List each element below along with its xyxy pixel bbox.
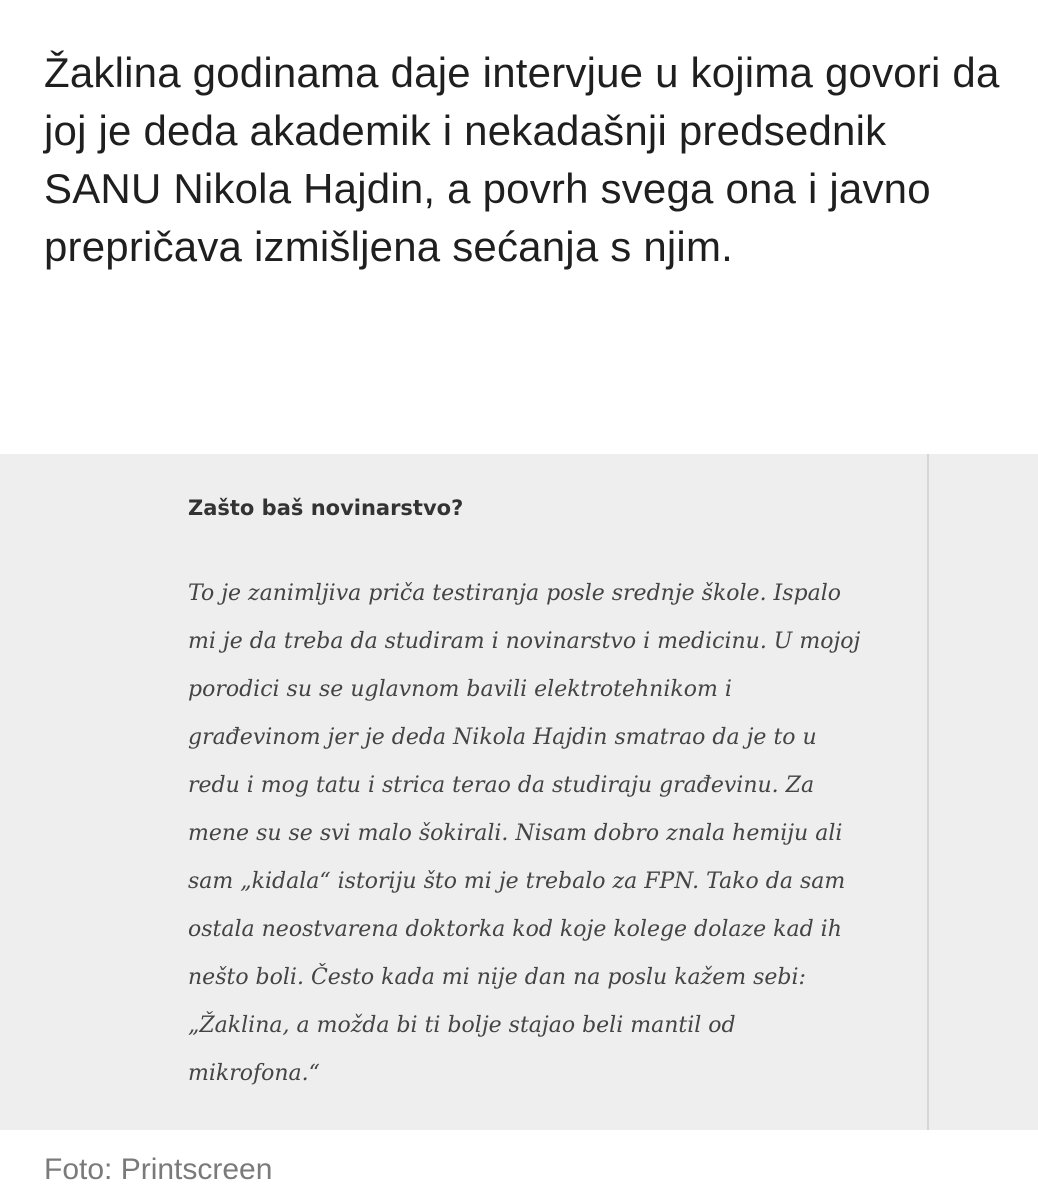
answer-line: redu i mog tatu i strica terao da studiraju građevinu. Za [188,773,815,798]
interview-question: Zašto baš novinarstvo? [188,496,464,520]
answer-line: mi je da treba da studiram i novinarstvo i medicinu. U mojoj [188,629,861,654]
answer-line: To je zanimljiva priča testiranja posle srednje škole. Ispalo [188,581,842,606]
photo-credit: Foto: Printscreen [44,1153,273,1186]
answer-line: sam „kidala“ istoriju što mi je trebalo za FPN. Tako da sam [188,869,846,894]
answer-line: građevinom jer je deda Nikola Hajdin smatrao da je to u [188,725,817,750]
answer-line: mikrofona.“ [188,1061,320,1086]
embedded-interview-screenshot [0,454,1038,1130]
embedded-divider [927,454,929,1130]
interview-answer [188,570,860,1098]
answer-line: ostala neostvarena doktorka kod koje kolege dolaze kad ih [188,917,842,942]
answer-line: nešto boli. Često kada mi nije dan na poslu kažem sebi: [188,965,806,990]
answer-line: „Žaklina, a možda bi ti bolje stajao beli mantil od [188,1013,736,1038]
answer-line: mene su se svi malo šokirali. Nisam dobro znala hemiju ali [188,821,843,846]
answer-line: porodici su se uglavnom bavili elektrotehnikom i [188,677,732,702]
article-paragraph: Žaklina godinama daje intervjue u kojima govori da joj je deda akademik i nekadašnji predsednik SANU Nikola Hajdin, a povrh svega ona i javno prepričava izmišljena sećanja s njim. [44,49,1000,270]
